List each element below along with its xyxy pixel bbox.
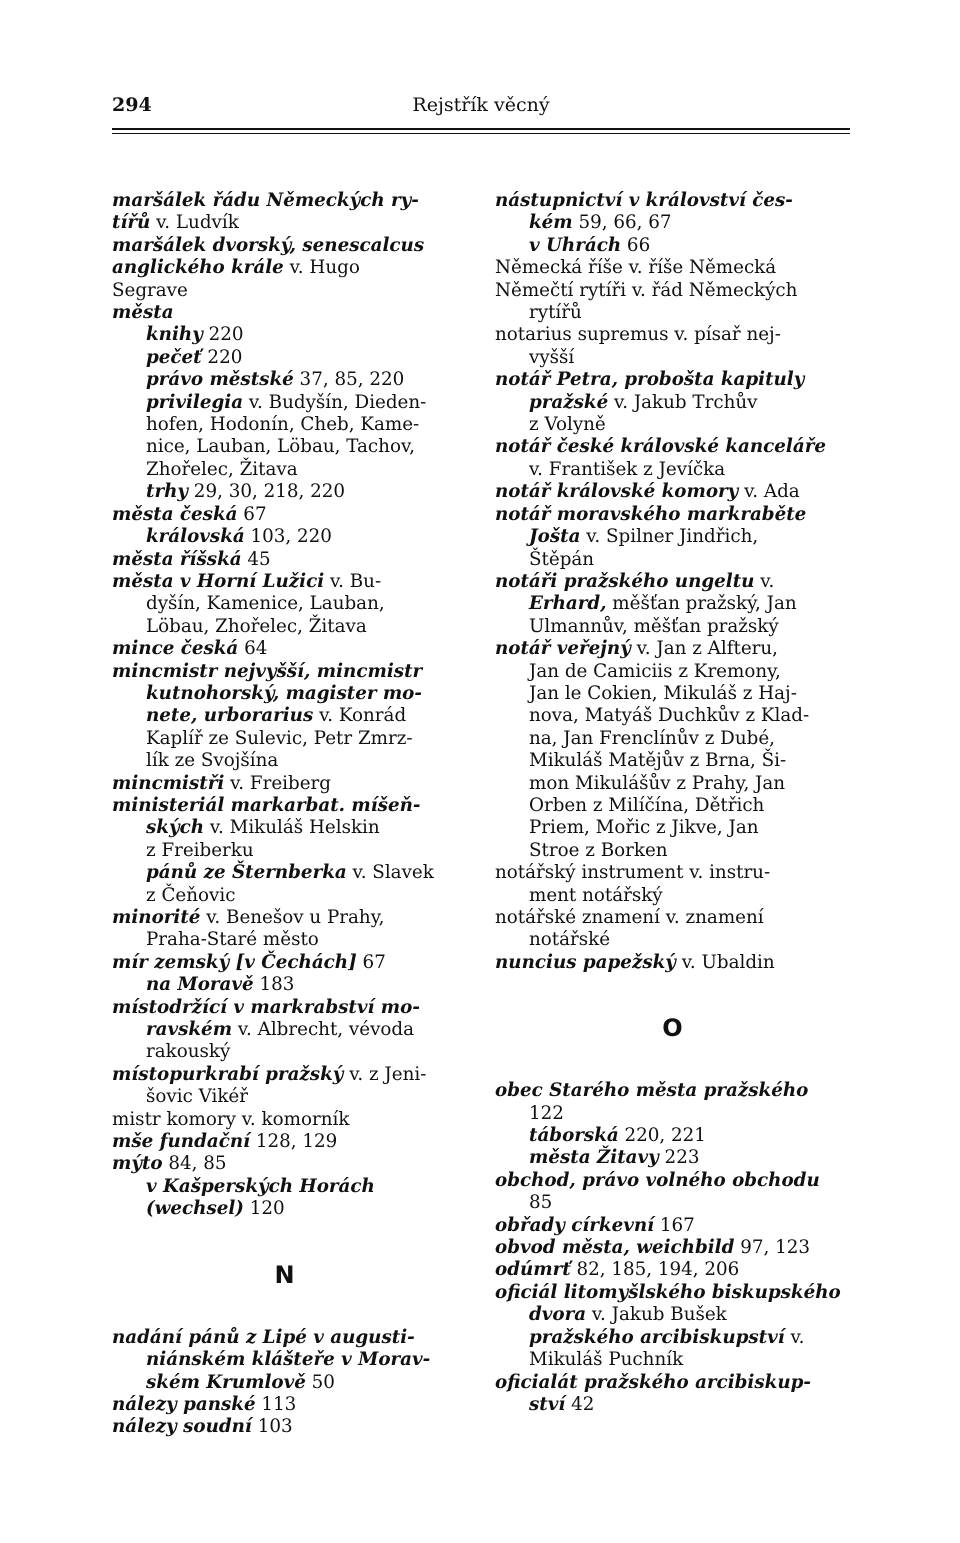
index-term: kutnohorský, magister mo- (146, 682, 422, 704)
index-term: mír zemský [v Čechách] (112, 951, 357, 973)
index-reference: 220 (202, 324, 244, 346)
index-term: notáři pražského ungeltu (495, 570, 755, 592)
entry-heading-line (112, 190, 457, 212)
index-reference: v. Ada (738, 481, 800, 503)
entry-continuation-line (495, 593, 850, 615)
entry-heading-line (495, 504, 850, 526)
entry-continuation-line (495, 1304, 850, 1326)
entry-heading-line (112, 1394, 457, 1416)
index-entry (495, 1080, 850, 1170)
index-entry (112, 549, 457, 571)
index-term: minorité (112, 907, 201, 928)
index-entry (495, 952, 850, 974)
index-term: mše fundační (112, 1131, 251, 1153)
index-term: pražského arcibiskupství (529, 1326, 785, 1348)
running-title: Rejstřík věcný (412, 94, 550, 116)
entry-continuation-line (495, 414, 850, 436)
index-entry (112, 1394, 457, 1416)
index-term: notář moravského markraběte (495, 503, 807, 525)
entry-heading-line (495, 1282, 850, 1304)
index-reference: v. Slavek (346, 862, 434, 884)
entry-continuation-line (495, 235, 850, 257)
index-reference: 97, 123 (734, 1237, 811, 1259)
index-reference: nice, Lauban, Löbau, Tachov, (146, 436, 415, 458)
index-reference: v. Hugo (283, 257, 360, 279)
index-term: táborská (529, 1125, 619, 1147)
entry-continuation-line (495, 1327, 850, 1349)
index-reference: 29, 30, 218, 220 (188, 481, 345, 503)
index-reference: Stroe z Borken (529, 839, 668, 861)
index-term: ských (146, 817, 205, 839)
index-reference: Jan le Cokien, Mikuláš z Haj- (529, 682, 797, 704)
index-reference: Zhořelec, Žitava (146, 458, 298, 480)
index-entry (112, 302, 457, 504)
index-term: maršálek řádu Německých ry- (112, 190, 419, 211)
entry-heading-line (112, 773, 457, 795)
index-term: místodržící v markrabství mo- (112, 996, 420, 1018)
index-term: trhy (146, 481, 188, 503)
index-reference: v. Ludvík (150, 212, 239, 234)
index-reference: šovic Vikéř (146, 1086, 248, 1108)
index-reference: 167 (654, 1214, 695, 1236)
entry-continuation-line (112, 392, 457, 414)
index-term: mincmistři (112, 772, 225, 794)
index-reference: Kaplíř ze Sulevic, Petr Zmrz- (146, 727, 413, 749)
index-entry (112, 1416, 457, 1438)
index-reference: notářské (529, 929, 611, 951)
index-term: ském Krumlově (146, 1371, 306, 1393)
entry-continuation-line (495, 683, 850, 705)
index-term: nálezy soudní (112, 1416, 252, 1438)
index-term: mincmistr nejvyšší, mincmistr (112, 660, 423, 682)
index-entry (495, 1170, 850, 1215)
entry-heading-line (112, 212, 457, 234)
index-term: nadání pánů z Lipé v augusti- (112, 1326, 415, 1348)
entry-heading-line (112, 661, 457, 683)
index-entry (112, 190, 457, 235)
index-reference: v. Ubaldin (675, 951, 775, 973)
entry-heading-line (495, 280, 850, 302)
index-term: nuncius papežský (495, 951, 676, 973)
index-reference: Němečtí rytíři v. řád Německých (495, 279, 798, 301)
entry-heading-line (112, 795, 457, 817)
index-reference: Priem, Mořic z Jikve, Jan (529, 817, 759, 839)
index-term: obchod, právo volného obchodu (495, 1169, 820, 1191)
entry-heading-line (112, 952, 457, 974)
entry-heading-line (495, 369, 850, 391)
index-reference: v. Konrád (313, 705, 407, 727)
index-entry (112, 571, 457, 638)
index-reference: Praha-Staré město (146, 929, 319, 951)
entry-continuation-line (112, 1372, 457, 1394)
page-header (112, 94, 850, 120)
index-reference: 128, 129 (250, 1131, 338, 1153)
index-entry (112, 1064, 457, 1109)
index-term: notář české královské kanceláře (495, 436, 826, 458)
index-entry (495, 504, 850, 571)
index-reference: 66 (621, 234, 651, 256)
entry-heading-line (495, 1259, 850, 1281)
entry-heading-line (112, 1131, 457, 1153)
index-reference: v. Bu- (324, 570, 382, 592)
index-reference: na, Jan Frenclínův z Dubé, (529, 727, 775, 749)
entry-continuation-line (495, 795, 850, 817)
entry-continuation-line (112, 728, 457, 750)
index-entry (495, 1259, 850, 1281)
index-entry (495, 1282, 850, 1372)
entry-heading-line (495, 436, 850, 458)
entry-continuation-line (112, 929, 457, 951)
index-reference: v. Albrecht, vévoda (232, 1019, 415, 1041)
index-reference: vyšší (529, 346, 575, 368)
index-reference: Jan de Camiciis z Kremony, (529, 660, 781, 682)
entry-continuation-line (495, 1349, 850, 1371)
index-reference: 223 (658, 1147, 700, 1169)
index-entry (112, 1327, 457, 1394)
entry-continuation-line (112, 459, 457, 481)
entry-continuation-line (495, 840, 850, 862)
index-reference: 183 (253, 974, 295, 996)
index-term: právo městské (146, 369, 294, 391)
index-term: notář veřejný (495, 638, 631, 660)
index-entry (112, 1153, 457, 1220)
index-reference: 82, 185, 194, 206 (570, 1259, 740, 1281)
entry-continuation-line (112, 526, 457, 548)
index-term: ministeriál markarbat. míšeň- (112, 794, 421, 816)
index-reference: z Freiberku (146, 839, 254, 861)
entry-continuation-line (495, 549, 850, 571)
index-reference: 85 (529, 1192, 553, 1214)
index-entry (112, 795, 457, 907)
entry-continuation-line (495, 750, 850, 772)
entry-heading-line (495, 324, 850, 346)
entry-continuation-line (495, 773, 850, 795)
index-term: anglického krále (112, 257, 284, 279)
index-reference: 64 (238, 638, 268, 660)
entry-continuation-line (112, 1198, 457, 1220)
index-entry (495, 369, 850, 436)
entry-continuation-line (495, 705, 850, 727)
entry-heading-line (495, 1372, 850, 1394)
index-entry (112, 661, 457, 773)
index-term: na Moravě (146, 974, 254, 996)
index-entry (495, 907, 850, 952)
section-letter: O (662, 1014, 683, 1043)
entry-continuation-line (112, 974, 457, 996)
index-reference: 37, 85, 220 (293, 369, 405, 391)
index-reference: rakouský (146, 1041, 231, 1063)
index-reference: mon Mikulášův z Prahy, Jan (529, 772, 786, 794)
entry-heading-line (112, 504, 457, 526)
index-reference: Mikuláš Matějův z Brna, Ši- (529, 750, 787, 772)
index-entry (112, 638, 457, 660)
index-entry (112, 997, 457, 1064)
index-term: obvod města, weichbild (495, 1237, 735, 1259)
index-entry (495, 481, 850, 503)
entry-heading-line (495, 1170, 850, 1192)
entry-continuation-line (495, 347, 850, 369)
entry-continuation-line (495, 1192, 850, 1214)
index-reference: Segrave (112, 279, 188, 301)
index-entry (495, 1237, 850, 1259)
index-term: v Uhrách (529, 234, 622, 256)
entry-continuation-line (112, 324, 457, 346)
entry-continuation-line (495, 1125, 850, 1147)
index-term: pečeť (146, 346, 202, 368)
index-entry (112, 952, 457, 997)
index-entry (112, 235, 457, 302)
entry-continuation-line (495, 616, 850, 638)
index-reference: 103, 220 (244, 526, 332, 548)
index-term: (wechsel) (146, 1198, 244, 1220)
index-reference: 84, 85 (162, 1153, 227, 1175)
index-reference: v. Mikuláš Helskin (204, 817, 380, 839)
entry-continuation-line (112, 750, 457, 772)
index-term: nálezy panské (112, 1393, 256, 1415)
entry-continuation-line (495, 1147, 850, 1169)
entry-heading-line (112, 1153, 457, 1175)
index-reference: v. z Jeni- (343, 1063, 427, 1085)
index-reference: z Volyně (529, 414, 606, 436)
entry-heading-line (112, 1327, 457, 1349)
entry-heading-line (112, 549, 457, 571)
index-entry (495, 257, 850, 279)
index-entry (495, 1372, 850, 1417)
index-term: oficialát pražského arcibiskup- (495, 1371, 811, 1393)
index-column-right (495, 190, 850, 1416)
index-term: města v Horní Lužici (112, 570, 325, 592)
entry-heading-line (495, 190, 850, 212)
index-reference: notářský instrument v. instru- (495, 862, 771, 884)
entry-heading-line (495, 571, 850, 593)
entry-continuation-line (112, 1176, 457, 1198)
index-reference: 113 (255, 1393, 297, 1415)
index-reference: Mikuláš Puchník (529, 1349, 684, 1371)
entry-continuation-line (112, 369, 457, 391)
index-term: odúmrť (495, 1259, 571, 1281)
entry-continuation-line (112, 705, 457, 727)
index-reference: v. Jakub Bušek (586, 1304, 727, 1326)
entry-heading-line (495, 481, 850, 503)
index-reference: notářské znamení v. znamení (495, 907, 764, 928)
header-rule-thick (112, 128, 850, 130)
index-term: nete, urborarius (146, 705, 314, 727)
index-reference: 220 (201, 346, 243, 368)
index-reference: 67 (237, 503, 267, 525)
index-reference: 120 (243, 1198, 285, 1220)
index-reference: Löbau, Zhořelec, Žitava (146, 615, 367, 637)
entry-heading-line (112, 280, 457, 302)
entry-heading-line (495, 907, 850, 929)
entry-continuation-line (495, 817, 850, 839)
index-term: místopurkrabí pražský (112, 1063, 344, 1085)
entry-continuation-line (495, 929, 850, 951)
index-entry (495, 638, 850, 862)
entry-heading-line (112, 257, 457, 279)
entry-heading-line (495, 1215, 850, 1237)
entry-continuation-line (495, 1103, 850, 1125)
index-reference: ment notářský (529, 884, 663, 906)
entry-continuation-line (112, 683, 457, 705)
index-reference: 42 (565, 1393, 595, 1415)
entry-continuation-line (495, 392, 850, 414)
index-term: královská (146, 526, 245, 548)
index-entry (112, 504, 457, 549)
index-reference: 59, 66, 67 (572, 212, 672, 234)
entry-continuation-line (495, 661, 850, 683)
entry-heading-line (112, 638, 457, 660)
index-entry (495, 190, 850, 257)
index-reference: hofen, Hodonín, Cheb, Kame- (146, 414, 420, 436)
entry-continuation-line (112, 347, 457, 369)
index-reference: z Čeňovic (146, 884, 236, 906)
index-column-left (112, 190, 457, 1439)
index-reference: v. Jakub Trchův (608, 391, 758, 413)
index-reference: 122 (529, 1102, 564, 1124)
entry-continuation-line (112, 1349, 457, 1371)
index-term: Erhard, (529, 593, 607, 615)
index-entry (112, 773, 457, 795)
index-reference: v. František z Jevíčka (529, 458, 726, 480)
index-term: notář královské komory (495, 481, 739, 503)
index-term: mince česká (112, 638, 239, 660)
entry-continuation-line (112, 840, 457, 862)
entry-heading-line (495, 1237, 850, 1259)
entry-heading-line (112, 571, 457, 593)
index-entry (495, 324, 850, 369)
entry-continuation-line (495, 459, 850, 481)
entry-continuation-line (112, 481, 457, 503)
header-rule-thin (112, 133, 850, 134)
index-reference: 50 (305, 1371, 335, 1393)
index-term: oficiál litomyšlského biskupského (495, 1281, 841, 1303)
index-term: města (112, 302, 174, 324)
entry-heading-line (495, 1080, 850, 1102)
index-entry (495, 862, 850, 907)
index-term: pánů ze Šternberka (146, 862, 347, 884)
index-term: privilegia (146, 391, 244, 413)
index-term: tířů (112, 212, 151, 234)
index-entry (112, 1109, 457, 1131)
entry-continuation-line (112, 414, 457, 436)
index-reference: měšťan pražský, Jan (606, 593, 797, 615)
index-reference: Štěpán (529, 548, 595, 570)
entry-continuation-line (112, 593, 457, 615)
index-term: dvora (529, 1304, 587, 1326)
entry-heading-line (495, 638, 850, 660)
index-term: niánském klášteře v Morav- (146, 1349, 431, 1371)
entry-continuation-line (112, 1086, 457, 1108)
index-term: v Kašperských Horách (146, 1175, 375, 1197)
index-reference: dyšín, Kamenice, Lauban, (146, 593, 385, 615)
entry-heading-line (112, 907, 457, 929)
entry-heading-line (112, 997, 457, 1019)
index-term: města česká (112, 503, 238, 525)
page-number: 294 (112, 94, 152, 116)
index-term: města říšská (112, 548, 242, 570)
entry-continuation-line (112, 616, 457, 638)
index-reference: lík ze Svojšína (146, 750, 279, 772)
index-reference: 67 (356, 951, 386, 973)
entry-continuation-line (112, 1019, 457, 1041)
index-reference: notarius supremus v. písař nej- (495, 324, 781, 346)
entry-continuation-line (112, 436, 457, 458)
index-term: notář Petra, probošta kapituly (495, 369, 805, 391)
entry-heading-line (112, 1109, 457, 1131)
index-term: obec Starého města pražského (495, 1080, 809, 1102)
index-reference: v. (754, 570, 775, 592)
index-reference: 45 (241, 548, 271, 570)
entry-continuation-line (112, 862, 457, 884)
entry-continuation-line (112, 1041, 457, 1063)
index-term: Jošta (529, 526, 581, 548)
section-letter: N (274, 1260, 295, 1289)
index-reference: v. Benešov u Prahy, (200, 907, 385, 928)
index-term: mýto (112, 1153, 163, 1175)
index-term: ství (529, 1393, 566, 1415)
index-reference: 103 (251, 1416, 293, 1438)
entry-continuation-line (495, 302, 850, 324)
index-reference: Německá říše v. říše Německá (495, 257, 777, 279)
index-reference: v. Freiberg (224, 772, 331, 794)
entry-heading-line (112, 302, 457, 324)
entry-heading-line (495, 862, 850, 884)
index-term: města Žitavy (529, 1147, 659, 1169)
entry-continuation-line (495, 885, 850, 907)
entry-continuation-line (495, 212, 850, 234)
entry-heading-line (495, 952, 850, 974)
index-term: kém (529, 212, 573, 234)
index-term: nástupnictví v království čes- (495, 190, 793, 211)
entry-continuation-line (495, 728, 850, 750)
index-reference: v. Jan z Alfteru, (630, 638, 778, 660)
index-reference: v. Spilner Jindřich, (580, 526, 759, 548)
index-entry (495, 436, 850, 481)
entry-continuation-line (112, 817, 457, 839)
index-entry (495, 280, 850, 325)
index-entry (112, 1131, 457, 1153)
index-term: maršálek dvorský, senescalcus (112, 234, 425, 256)
index-entry (112, 907, 457, 952)
index-reference: rytířů (529, 302, 582, 324)
index-reference: nova, Matyáš Duchkův z Klad- (529, 705, 810, 727)
index-reference: mistr komory v. komorník (112, 1108, 350, 1130)
index-reference: Orben z Milíčína, Dětřich (529, 794, 765, 816)
index-term: obřady církevní (495, 1214, 655, 1236)
entry-continuation-line (495, 1394, 850, 1416)
index-entry (495, 1215, 850, 1237)
index-term: ravském (146, 1019, 233, 1041)
index-entry (495, 571, 850, 638)
index-term: knihy (146, 324, 203, 346)
entry-heading-line (112, 1416, 457, 1438)
entry-heading-line (495, 257, 850, 279)
index-reference: v. Budyšín, Dieden- (243, 391, 427, 413)
index-reference: 220, 221 (618, 1125, 706, 1147)
index-reference: v. (784, 1326, 805, 1348)
entry-heading-line (112, 235, 457, 257)
entry-continuation-line (112, 885, 457, 907)
index-term: pražské (529, 391, 609, 413)
entry-heading-line (112, 1064, 457, 1086)
index-reference: Ulmannův, měšťan pražský (529, 615, 779, 637)
entry-continuation-line (495, 526, 850, 548)
